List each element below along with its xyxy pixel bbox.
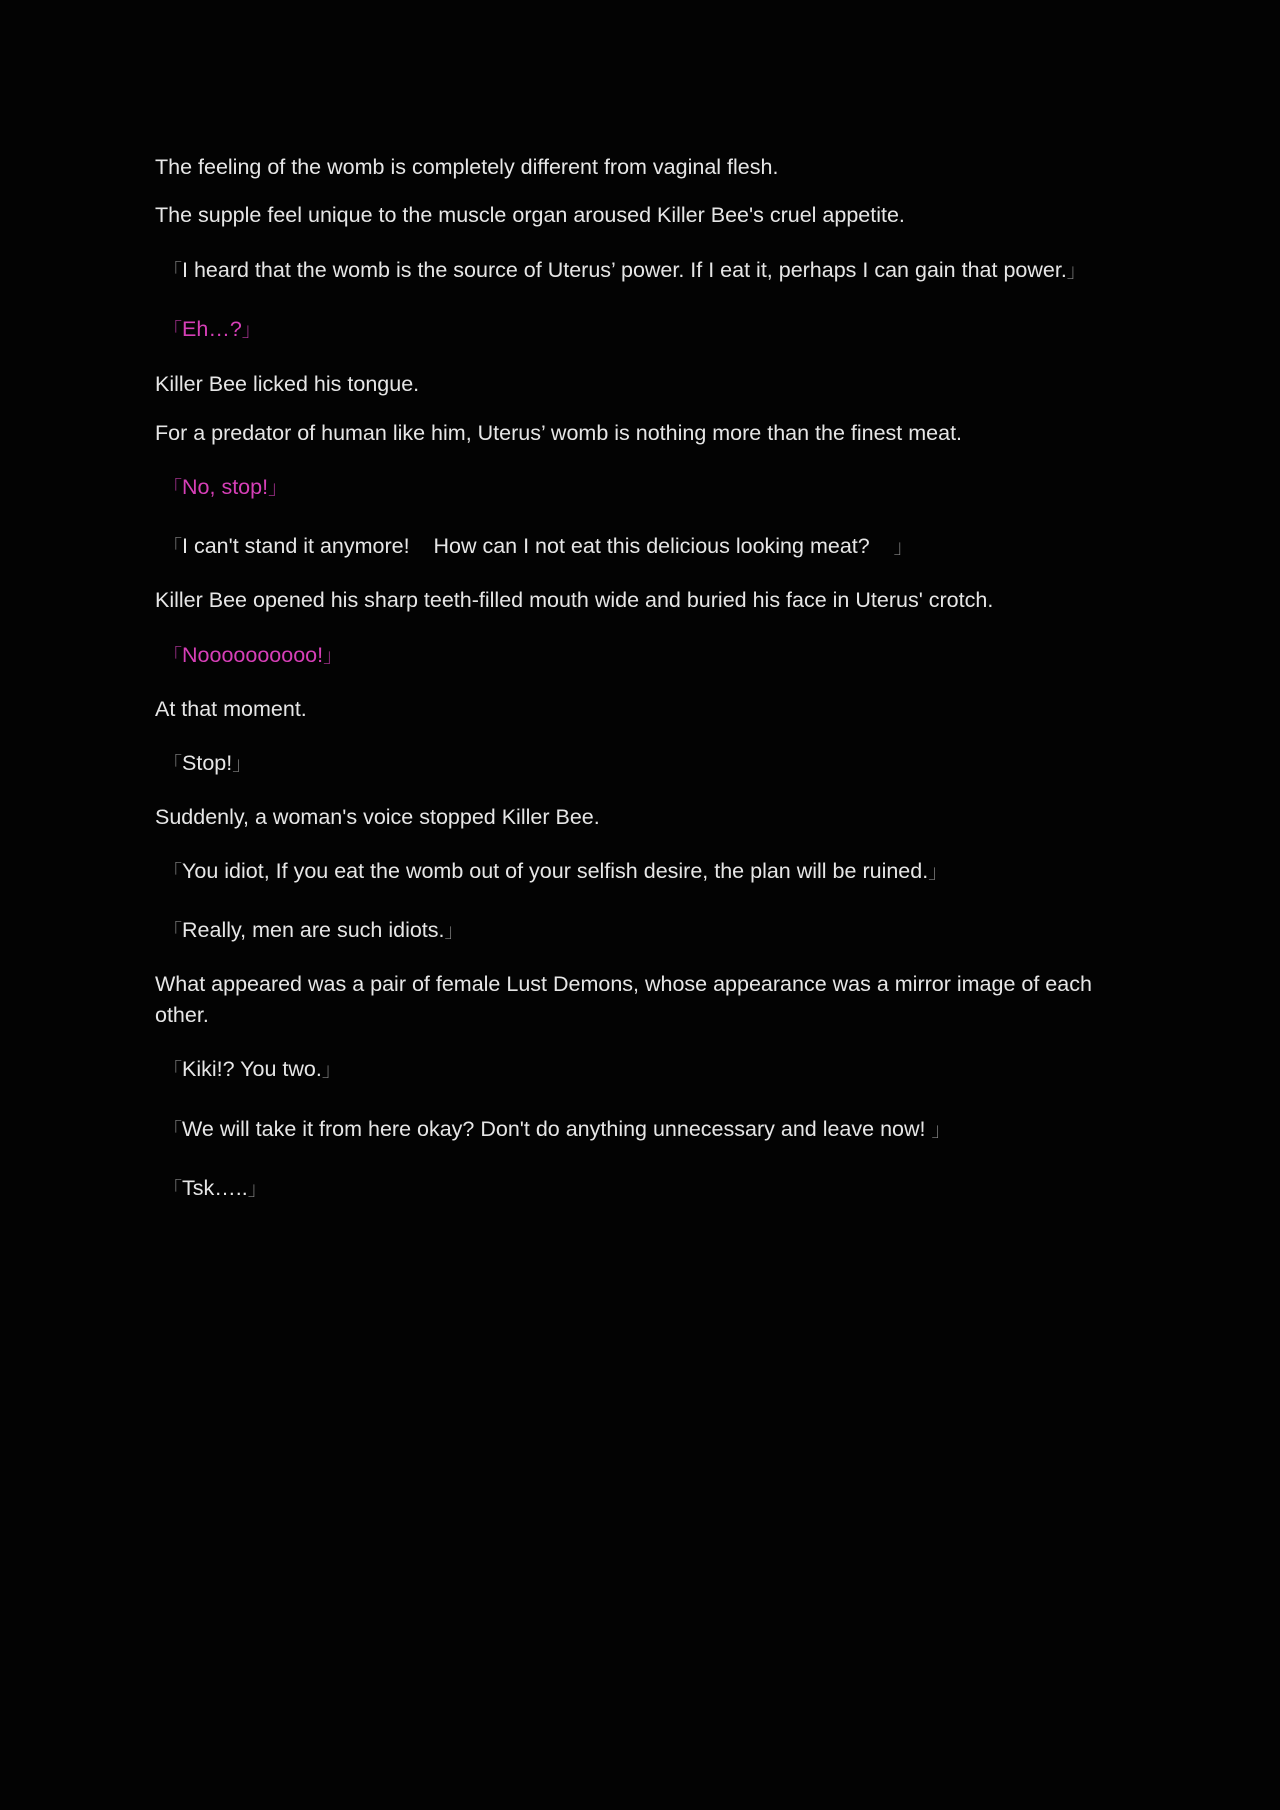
open-bracket: 「 (163, 753, 183, 775)
dialog-line-1 (163, 255, 1086, 287)
dialog-text: Stop! (182, 751, 233, 775)
narration-line-8: What appeared was a pair of female Lust Demons, whose appearance was a mirror image of each other. (155, 972, 1092, 1027)
close-bracket: 」 (444, 920, 464, 942)
dialog-text: I heard that the womb is the source of Uterus’ power. If I eat it, perhaps I can gain that power. (182, 258, 1067, 282)
dialog-text: Tsk….. (182, 1176, 248, 1200)
open-bracket: 「 (163, 260, 183, 282)
dialog-line-3 (163, 472, 287, 504)
dialog-text: Really, men are such idiots. (182, 918, 445, 942)
dialog-line-7 (163, 856, 947, 888)
dialog-text: Eh…? (182, 317, 242, 341)
dialog-line-6 (163, 748, 251, 780)
dialog-line-5 (163, 640, 342, 672)
dialog-line-10 (163, 1114, 950, 1146)
close-bracket: 」 (268, 477, 288, 499)
narration-line-6: At that moment. (155, 697, 307, 721)
narration-line-3: Killer Bee licked his tongue. (155, 372, 420, 396)
open-bracket: 「 (163, 861, 183, 883)
dialog-text: You idiot, If you eat the womb out of your selfish desire, the plan will be ruined. (182, 859, 929, 883)
dialog-line-9 (163, 1054, 341, 1086)
narration-line-7: Suddenly, a woman's voice stopped Killer Bee. (155, 805, 600, 829)
dialog-text: Kiki!? You two. (182, 1057, 322, 1081)
narration-line-5: Killer Bee opened his sharp teeth-filled mouth wide and buried his face in Uterus' crotch. (155, 588, 994, 612)
narration-line-2: The supple feel unique to the muscle organ aroused Killer Bee's cruel appetite. (155, 203, 905, 227)
dialog-text: I can't stand it anymore! How can I not eat this delicious looking meat? (182, 534, 894, 558)
open-bracket: 「 (163, 645, 183, 667)
close-bracket: 」 (247, 1178, 267, 1200)
close-bracket: 」 (232, 753, 252, 775)
dialog-text: We will take it from here okay? Don't do anything unnecessary and leave now! (182, 1117, 932, 1141)
open-bracket: 「 (163, 1119, 183, 1141)
close-bracket: 」 (321, 1059, 341, 1081)
dialog-line-8 (163, 915, 464, 947)
open-bracket: 「 (163, 920, 183, 942)
open-bracket: 「 (163, 1178, 183, 1200)
dialog-text: No, stop! (182, 475, 269, 499)
close-bracket: 」 (931, 1119, 951, 1141)
open-bracket: 「 (163, 477, 183, 499)
close-bracket: 」 (323, 645, 343, 667)
close-bracket: 」 (893, 536, 913, 558)
narration-line-4: For a predator of human like him, Uterus’ womb is nothing more than the finest meat. (155, 421, 963, 445)
dialog-text: Noooooooooo! (182, 643, 324, 667)
open-bracket: 「 (163, 1059, 183, 1081)
dialog-line-2 (163, 314, 261, 346)
close-bracket: 」 (1066, 260, 1086, 282)
dialog-line-11 (163, 1173, 267, 1205)
open-bracket: 「 (163, 536, 183, 558)
narration-line-1: The feeling of the womb is completely different from vaginal flesh. (155, 155, 779, 179)
dialog-line-4 (163, 531, 913, 563)
close-bracket: 」 (241, 319, 261, 341)
close-bracket: 」 (928, 861, 948, 883)
open-bracket: 「 (163, 319, 183, 341)
